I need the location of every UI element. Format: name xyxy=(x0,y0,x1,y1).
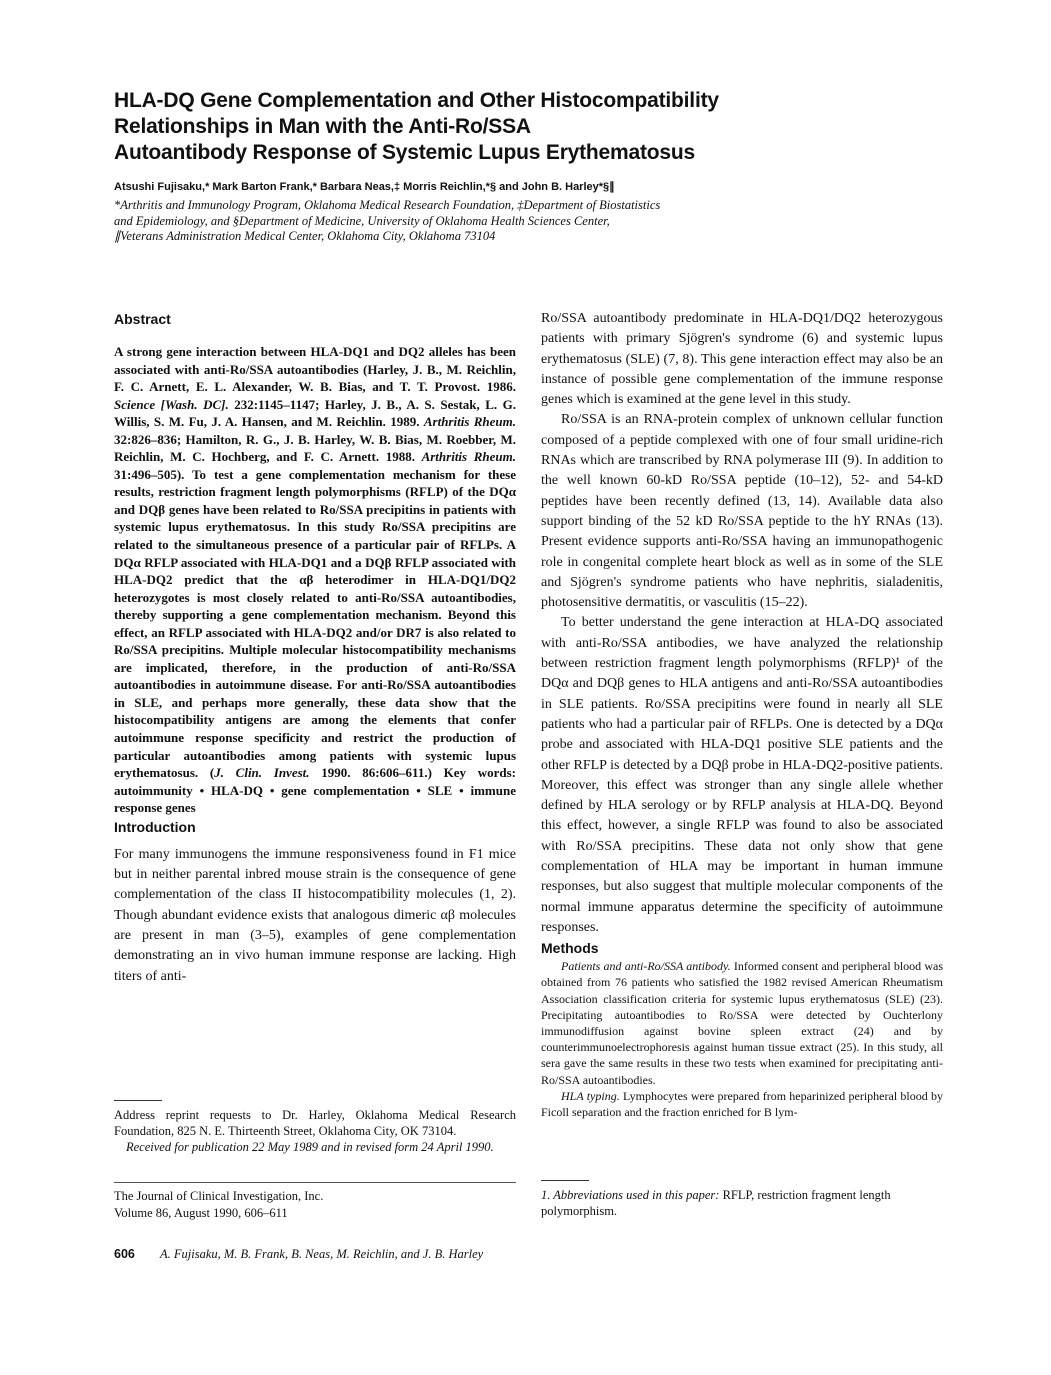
methods-patients-title: Patients and anti-Ro/SSA antibody. xyxy=(561,959,731,974)
introduction-paragraph-1: For many immunogens the immune responsiveness found in F1 mice but in neither parental inbred mouse strain is the consequence of gene complementation of the class II histocompatibility molecules (1, 2). Though abundant evidence exists that analogous dimeric αβ molecules are present in man (3–5), examples of gene complementation demonstrating an in vivo human immune response are lacking. High titers of anti- xyxy=(114,846,516,984)
abbreviations-footnote xyxy=(541,1180,943,1219)
methods-patients-paragraph xyxy=(541,958,943,1088)
journal-info xyxy=(114,1188,516,1222)
abstract-part-2: 232:1145–1147; Harley, J. B., A. S. Sestak, L. G. Willis, S. M. Fu, J. A. Hansen, and M. Reichlin. 1989. xyxy=(114,396,516,430)
methods-hla-text: Lymphocytes were prepared from heparinized peripheral blood by Ficoll separation and the fraction enriched for B lym- xyxy=(541,1088,943,1120)
introduction-heading: Introduction xyxy=(114,818,196,835)
abstract-journal-4: J. Clin. Invest. xyxy=(214,765,310,781)
abstract-part-3: 32:826–836; Hamilton, R. G., J. B. Harley, W. B. Bias, M. Roebber, M. Reichlin, M. C. Hochberg, and F. C. Arnett. 1988. xyxy=(114,431,516,465)
abbreviations-label: 1. Abbreviations used in this paper: xyxy=(541,1188,720,1202)
abstract-heading: Abstract xyxy=(114,311,171,327)
affiliation-line-3: ∥Veterans Administration Medical Center, Oklahoma City, Oklahoma 73104 xyxy=(114,229,496,243)
reprint-address: Address reprint requests to Dr. Harley, Oklahoma Medical Research Foundation, 825 N. E. Thirteenth Street, Oklahoma City, OK 73104. xyxy=(114,1108,516,1138)
right-paragraph-2: Ro/SSA is an RNA-protein complex of unknown cellular function composed of a peptide complexed with one of four small uridine-rich RNAs which are transcribed by RNA polymerase III (9). In addition to the well known 60-kD Ro/SSA peptide (10–12), 52- and 54-kD peptides have been recently defined (13, 14). Available data also support binding of the 52 kD Ro/SSA peptide to the hY RNAs (13). Present evidence supports anti-Ro/SSA having an immunopathogenic role in congenital complete heart block as well as in some of the SLE and Sjögren's syndrome patients who have nephritis, sialadenitis, photosensitive dermatitis, or vasculitis (15–22). xyxy=(541,412,943,611)
right-column xyxy=(541,309,943,1120)
affiliation-line-1: *Arthritis and Immunology Program, Oklahoma Medical Research Foundation, ‡Department of Biostatistics xyxy=(114,198,661,212)
abstract-part-1: A strong gene interaction between HLA-DQ1 and DQ2 alleles has been associated with anti-Ro/SSA autoantibodies (Harley, J. B., M. Reichlin, F. C. Arnett, E. L. Alexander, W. B. Bias, and T. T. Provost. 1986. xyxy=(114,344,516,395)
affiliations xyxy=(114,198,914,245)
abstract-journal-2: Arthritis Rheum. xyxy=(423,414,517,430)
correspondence-footnote xyxy=(114,1100,516,1155)
methods-patients-text: Informed consent and peripheral blood was obtained from 76 patients who satisfied the 1982 revised American Rheumatism Association classification criteria for systemic lupus erythematosus (SLE) (23). Precipitating autoantibodies to Ro/SSA were detected by Ouchterlony immunodiffusion against bovine spleen extract (24) and by counterimmunoelectrophoresis against human tissue extract (25). In this study, all sera gave the same results in these two tests when examined for precipitating anti-Ro/SSA autoantibodies. xyxy=(541,959,944,1087)
abstract-journal-3: Arthritis Rheum. xyxy=(421,449,516,465)
footnote-rule-right xyxy=(541,1180,589,1181)
title-line-1: HLA-DQ Gene Complementation and Other Histocompatibility xyxy=(114,89,719,112)
left-column xyxy=(114,309,516,987)
running-authors: A. Fujisaku, M. B. Frank, B. Neas, M. Reichlin, and J. B. Harley xyxy=(159,1247,484,1261)
abstract-journal-1: Science [Wash. DC]. xyxy=(114,396,229,412)
page-footer xyxy=(114,1246,814,1262)
methods-heading: Methods xyxy=(541,940,599,957)
author-list: Atsushi Fujisaku,* Mark Barton Frank,* Barbara Neas,‡ Morris Reichlin,*§ and John B. Harley*§∥ xyxy=(114,181,615,193)
abstract-part-5: 1990. 86:606–611.) Key words: autoimmunity • HLA-DQ • gene complementation • SLE • immune response genes xyxy=(114,765,516,816)
received-dates: Received for publication 22 May 1989 and in revised form 24 April 1990. xyxy=(126,1140,494,1154)
article-title xyxy=(114,88,874,166)
title-line-3: Autoantibody Response of Systemic Lupus Erythematosus xyxy=(114,141,695,164)
footnote-rule xyxy=(114,1100,162,1101)
abbreviations-definition: RFLP, restriction fragment length polymorphism. xyxy=(541,1188,891,1218)
abstract-text xyxy=(114,343,516,817)
journal-name: The Journal of Clinical Investigation, Inc. xyxy=(114,1189,324,1203)
title-line-2: Relationships in Man with the Anti-Ro/SSA xyxy=(114,115,531,138)
methods-hla-title: HLA typing. xyxy=(561,1088,620,1103)
abstract-part-4: 31:496–505). To test a gene complementation mechanism for these results, restriction fragment length polymorphisms (RFLP) of the DQα and DQβ genes have been related to Ro/SSA precipitins in patients with systemic lupus erythematosus. In this study Ro/SSA precipitins are related to the simultaneous presence of a particular pair of RFLPs. A DQα RFLP associated with HLA-DQ1 and a DQβ RFLP associated with HLA-DQ2 predict that the αβ heterodimer in HLA-DQ1/DQ2 heterozygotes is most closely related to anti-Ro/SSA autoantibodies, thereby supporting a gene complementation mechanism. Beyond this effect, an RFLP associated with HLA-DQ2 and/or DR7 is also related to Ro/SSA precipitins. Multiple molecular histocompatibility mechanisms are implicated, therefore, in the production of anti-Ro/SSA autoantibodies in autoimmune disease. For anti-Ro/SSA autoantibodies in SLE, and perhaps more generally, these data show that the histocompatibility antigens are among the elements that confer autoimmune response specificity and restrict the production of particular autoantibodies among patients with systemic lupus erythematosus. ( xyxy=(114,466,516,781)
page-number: 606 xyxy=(114,1247,135,1261)
right-paragraph-3: To better understand the gene interaction at HLA-DQ associated with anti-Ro/SSA antibodies, we have analyzed the relationship between restriction fragment length polymorphisms (RFLP)¹ of the DQα and DQβ genes to HLA antigens and anti-Ro/SSA autoantibodies in SLE patients. Ro/SSA precipitins were found in nearly all SLE patients who had a particular pair of RFLPs. One is detected by a DQα probe and associated with HLA-DQ1 positive SLE patients and the other RFLP is detected by a DQβ probe in HLA-DQ2-positive patients. Moreover, this effect was stronger than any single allele whether defined by HLA serology or by RFLP analysis at HLA-DQ. Beyond this effect, however, a single RFLP was found to also be associated with Ro/SSA precipitins. These data not only show that gene complementation of HLA may be important in human immune responses, but also suggest that multiple molecular components of the normal immune apparatus determine the specificity of autoimmune responses. xyxy=(541,615,943,935)
right-paragraph-1: Ro/SSA autoantibody predominate in HLA-DQ1/DQ2 heterozygous patients with primary Sjögren's syndrome (6) and systemic lupus erythematosus (SLE) (7, 8). This gene interaction effect may also be an instance of possible gene complementation of the immune response genes which is examined at the gene level in this study. xyxy=(541,311,943,408)
journal-volume: Volume 86, August 1990, 606–611 xyxy=(114,1206,288,1220)
affiliation-line-2: and Epidemiology, and §Department of Medicine, University of Oklahoma Health Sciences Center, xyxy=(114,213,610,228)
methods-hla-paragraph xyxy=(541,1088,943,1120)
abbreviations-text xyxy=(541,1187,943,1219)
journal-divider xyxy=(114,1182,516,1183)
